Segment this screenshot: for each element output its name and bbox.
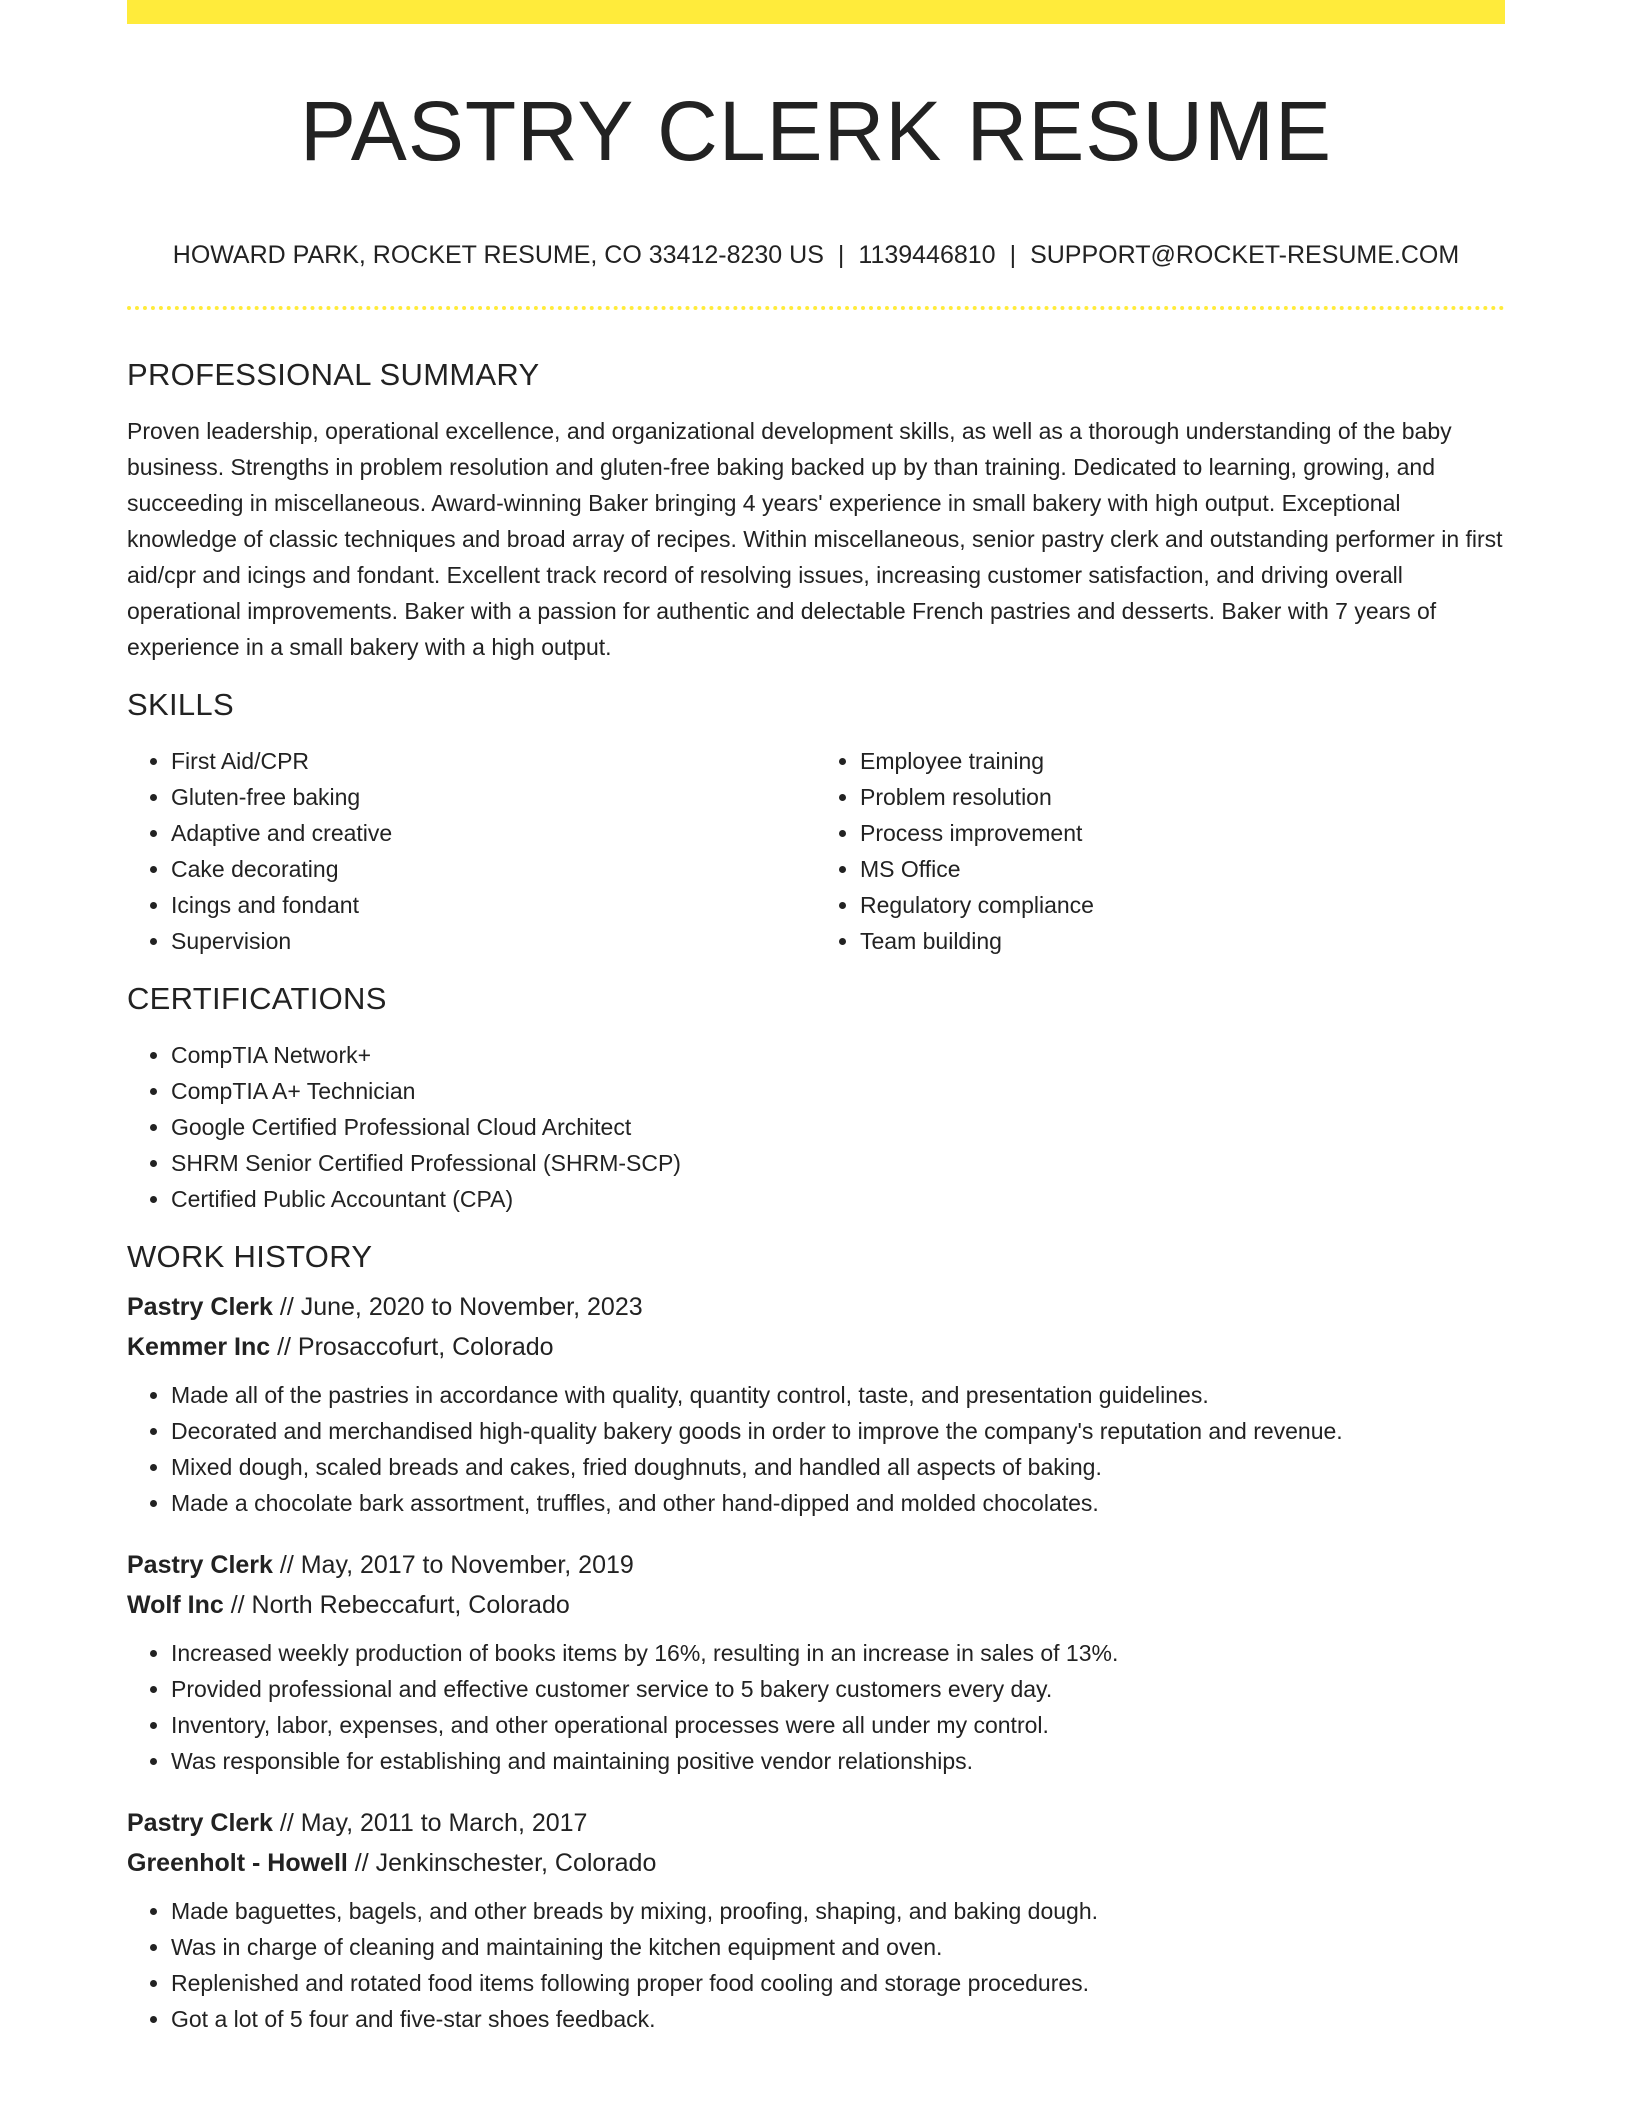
skill-item: • Icings and fondant — [171, 887, 816, 923]
company-name: Wolf Inc — [127, 1591, 224, 1619]
skill-item: • Gluten-free baking — [171, 779, 816, 815]
job-dates: // May, 2011 to March, 2017 — [272, 1809, 588, 1837]
job-dates: // June, 2020 to November, 2023 — [272, 1293, 643, 1321]
certification-item: • SHRM Senior Certified Professional (SHRM-SCP) — [171, 1145, 1505, 1181]
job-title: Pastry Clerk — [127, 1809, 273, 1837]
job-title-line — [127, 1803, 1505, 1843]
job-bullet: • Decorated and merchandised high-quality bakery goods in order to improve the company's reputation and revenue. — [171, 1413, 1505, 1449]
job-bullets — [127, 1635, 1505, 1779]
dotted-divider — [127, 306, 1505, 310]
section-heading: PROFESSIONAL SUMMARY — [127, 357, 540, 392]
separator: | — [1009, 241, 1017, 269]
phone: 1139446810 — [858, 241, 996, 269]
job-bullet: • Got a lot of 5 four and five-star shoes feedback. — [171, 2001, 1505, 2037]
separator: | — [837, 241, 845, 269]
section-heading: CERTIFICATIONS — [127, 981, 387, 1016]
job-company-line — [127, 1327, 1505, 1367]
job-entry — [127, 1545, 1505, 1779]
skills-section — [127, 675, 1505, 959]
certification-item: • Certified Public Accountant (CPA) — [171, 1181, 1505, 1217]
job-bullets — [127, 1893, 1505, 2037]
certification-item: • CompTIA A+ Technician — [171, 1073, 1505, 1109]
job-bullet: • Made baguettes, bagels, and other breads by mixing, proofing, shaping, and baking dough. — [171, 1893, 1505, 1929]
summary-text: Proven leadership, operational excellence, and organizational development skills, as well as a thorough understanding of the baby business. Strengths in problem resolution and gluten-free baking backed up by than training. Dedicated to learning, growing, and succeeding in miscellaneous. Award-winning Baker bringing 4 years' experience in small bakery with high output. Exceptional knowledge of classic techniques and broad array of recipes. Within miscellaneous, senior pastry clerk and outstanding performer in first aid/cpr and icings and fondant. Excellent track record of resolving issues, increasing customer satisfaction, and driving overall operational improvements. Baker with a passion for authentic and delectable French pastries and desserts. Baker with 7 years of experience in a small bakery with a high output. — [127, 418, 1503, 660]
job-bullet: • Provided professional and effective customer service to 5 bakery customers every day. — [171, 1671, 1505, 1707]
job-bullets — [127, 1377, 1505, 1521]
job-bullet: • Was responsible for establishing and maintaining positive vendor relationships. — [171, 1743, 1505, 1779]
summary-section — [127, 345, 1505, 665]
company-name: Kemmer Inc — [127, 1333, 271, 1361]
email: SUPPORT@ROCKET-RESUME.COM — [1030, 241, 1460, 269]
job-title: Pastry Clerk — [127, 1551, 273, 1579]
job-bullet: • Made a chocolate bark assortment, truffles, and other hand-dipped and molded chocolates. — [171, 1485, 1505, 1521]
certifications-section — [127, 969, 1505, 1217]
company-name: Greenholt - Howell — [127, 1849, 348, 1877]
job-bullet: • Replenished and rotated food items following proper food cooling and storage procedures. — [171, 1965, 1505, 2001]
job-bullet: • Inventory, labor, expenses, and other operational processes were all under my control. — [171, 1707, 1505, 1743]
job-bullet: • Mixed dough, scaled breads and cakes, fried doughnuts, and handled all aspects of baking. — [171, 1449, 1505, 1485]
skill-item: • Supervision — [171, 923, 816, 959]
job-company-line — [127, 1585, 1505, 1625]
skill-item: • Adaptive and creative — [171, 815, 816, 851]
contact-line — [127, 235, 1505, 275]
work-history-section — [127, 1227, 1505, 2037]
job-dates: // May, 2017 to November, 2019 — [272, 1551, 634, 1579]
skills-list-left — [127, 743, 816, 959]
skill-item: • Problem resolution — [860, 779, 1505, 815]
skill-item: • MS Office — [860, 851, 1505, 887]
job-title-line — [127, 1545, 1505, 1585]
job-title-line — [127, 1287, 1505, 1327]
skills-list-right — [816, 743, 1505, 959]
section-heading: SKILLS — [127, 687, 234, 722]
skill-item: • Process improvement — [860, 815, 1505, 851]
skills-columns — [127, 743, 1505, 959]
resume-title: PASTRY CLERK RESUME — [300, 84, 1332, 178]
address: HOWARD PARK, ROCKET RESUME, CO 33412-8230 US — [172, 241, 824, 269]
job-bullet: • Increased weekly production of books items by 16%, resulting in an increase in sales of 13%. — [171, 1635, 1505, 1671]
certification-item: • Google Certified Professional Cloud Architect — [171, 1109, 1505, 1145]
section-heading: WORK HISTORY — [127, 1239, 373, 1274]
accent-bar — [127, 0, 1505, 24]
job-location: // North Rebeccafurt, Colorado — [223, 1591, 570, 1619]
job-title: Pastry Clerk — [127, 1293, 273, 1321]
job-entry — [127, 1287, 1505, 1521]
skill-item: • First Aid/CPR — [171, 743, 816, 779]
job-bullet: • Was in charge of cleaning and maintaining the kitchen equipment and oven. — [171, 1929, 1505, 1965]
job-company-line — [127, 1843, 1505, 1883]
skill-item: • Regulatory compliance — [860, 887, 1505, 923]
skill-item: • Team building — [860, 923, 1505, 959]
skill-item: • Employee training — [860, 743, 1505, 779]
job-location: // Prosaccofurt, Colorado — [270, 1333, 554, 1361]
job-bullet: • Made all of the pastries in accordance with quality, quantity control, taste, and presentation guidelines. — [171, 1377, 1505, 1413]
resume-body — [127, 345, 1505, 2061]
certifications-list — [127, 1037, 1505, 1217]
certification-item: • CompTIA Network+ — [171, 1037, 1505, 1073]
skill-item: • Cake decorating — [171, 851, 816, 887]
job-location: // Jenkinschester, Colorado — [347, 1849, 657, 1877]
job-entry — [127, 1803, 1505, 2037]
